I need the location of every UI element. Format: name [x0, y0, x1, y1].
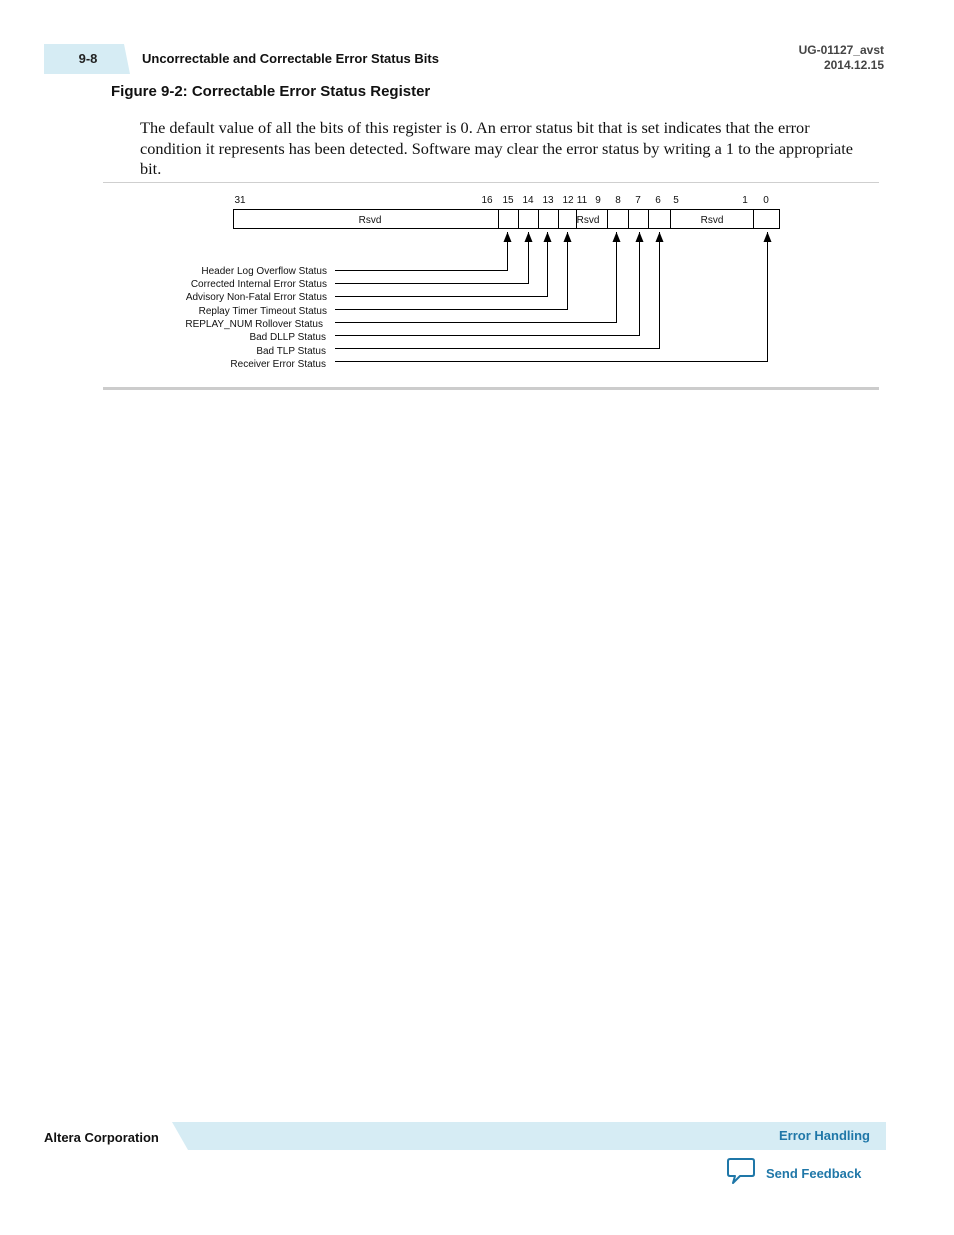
register-outline	[234, 210, 780, 229]
page-number: 9-8	[78, 51, 98, 66]
status-label: Corrected Internal Error Status	[190, 279, 327, 290]
speech-bubble-icon	[726, 1157, 756, 1190]
send-feedback-label: Send Feedback	[766, 1165, 862, 1181]
leader-line-corrected-internal	[335, 232, 529, 284]
status-label: Receiver Error Status	[230, 359, 326, 370]
status-label: Bad DLLP Status	[249, 332, 326, 343]
bit-number: 9	[595, 195, 601, 206]
bit-number: 1	[742, 195, 748, 206]
status-labels	[185, 266, 327, 370]
section-title: Uncorrectable and Correctable Error Status Bits	[142, 51, 439, 66]
bit-number: 8	[615, 195, 621, 206]
register-box	[234, 210, 780, 229]
company-name: Altera Corporation	[44, 1130, 159, 1145]
leader-line-header-log-overflow	[335, 232, 508, 271]
figure-bottom-rule	[103, 387, 879, 390]
reserved-field-label: Rsvd	[700, 215, 724, 226]
bit-number: 12	[562, 195, 574, 206]
send-feedback-link[interactable]	[726, 1158, 861, 1188]
status-label: Replay Timer Timeout Status	[198, 306, 327, 317]
chapter-name: Error Handling	[778, 1128, 870, 1143]
reserved-field-label: Rsvd	[358, 215, 382, 226]
bit-number: 5	[673, 195, 679, 206]
status-label: Advisory Non-Fatal Error Status	[185, 292, 327, 303]
document-date: 2014.12.15	[823, 58, 884, 72]
leader-lines	[335, 232, 768, 362]
bit-number: 14	[522, 195, 534, 206]
figure-description: The default value of all the bits of this register is 0. An error status bit that is set indicates that the error condition it represents has been detected. Software may clear the error status by writing a 1 to the appropriate bit.	[140, 118, 853, 179]
status-label: Bad TLP Status	[256, 346, 326, 357]
bit-number: 13	[542, 195, 554, 206]
document-id: UG-01127_avst	[798, 43, 884, 57]
leader-line-replay-num-rollover	[335, 232, 617, 323]
bit-number: 15	[502, 195, 514, 206]
bit-number: 7	[635, 195, 641, 206]
status-label: Header Log Overflow Status	[201, 266, 327, 277]
leader-line-bad-tlp	[335, 232, 660, 349]
bit-number: 11	[576, 195, 588, 206]
bit-number-labels	[234, 195, 769, 206]
status-label: REPLAY_NUM Rollover Status	[185, 319, 323, 330]
register-diagram	[0, 0, 954, 400]
bit-number: 31	[234, 195, 246, 206]
bit-number: 6	[655, 195, 661, 206]
reserved-field-label: Rsvd	[576, 215, 600, 226]
figure-title: Figure 9-2: Correctable Error Status Register	[111, 83, 431, 100]
bit-number: 0	[763, 195, 769, 206]
bit-number: 16	[481, 195, 493, 206]
leader-line-advisory-non-fatal	[335, 232, 548, 297]
